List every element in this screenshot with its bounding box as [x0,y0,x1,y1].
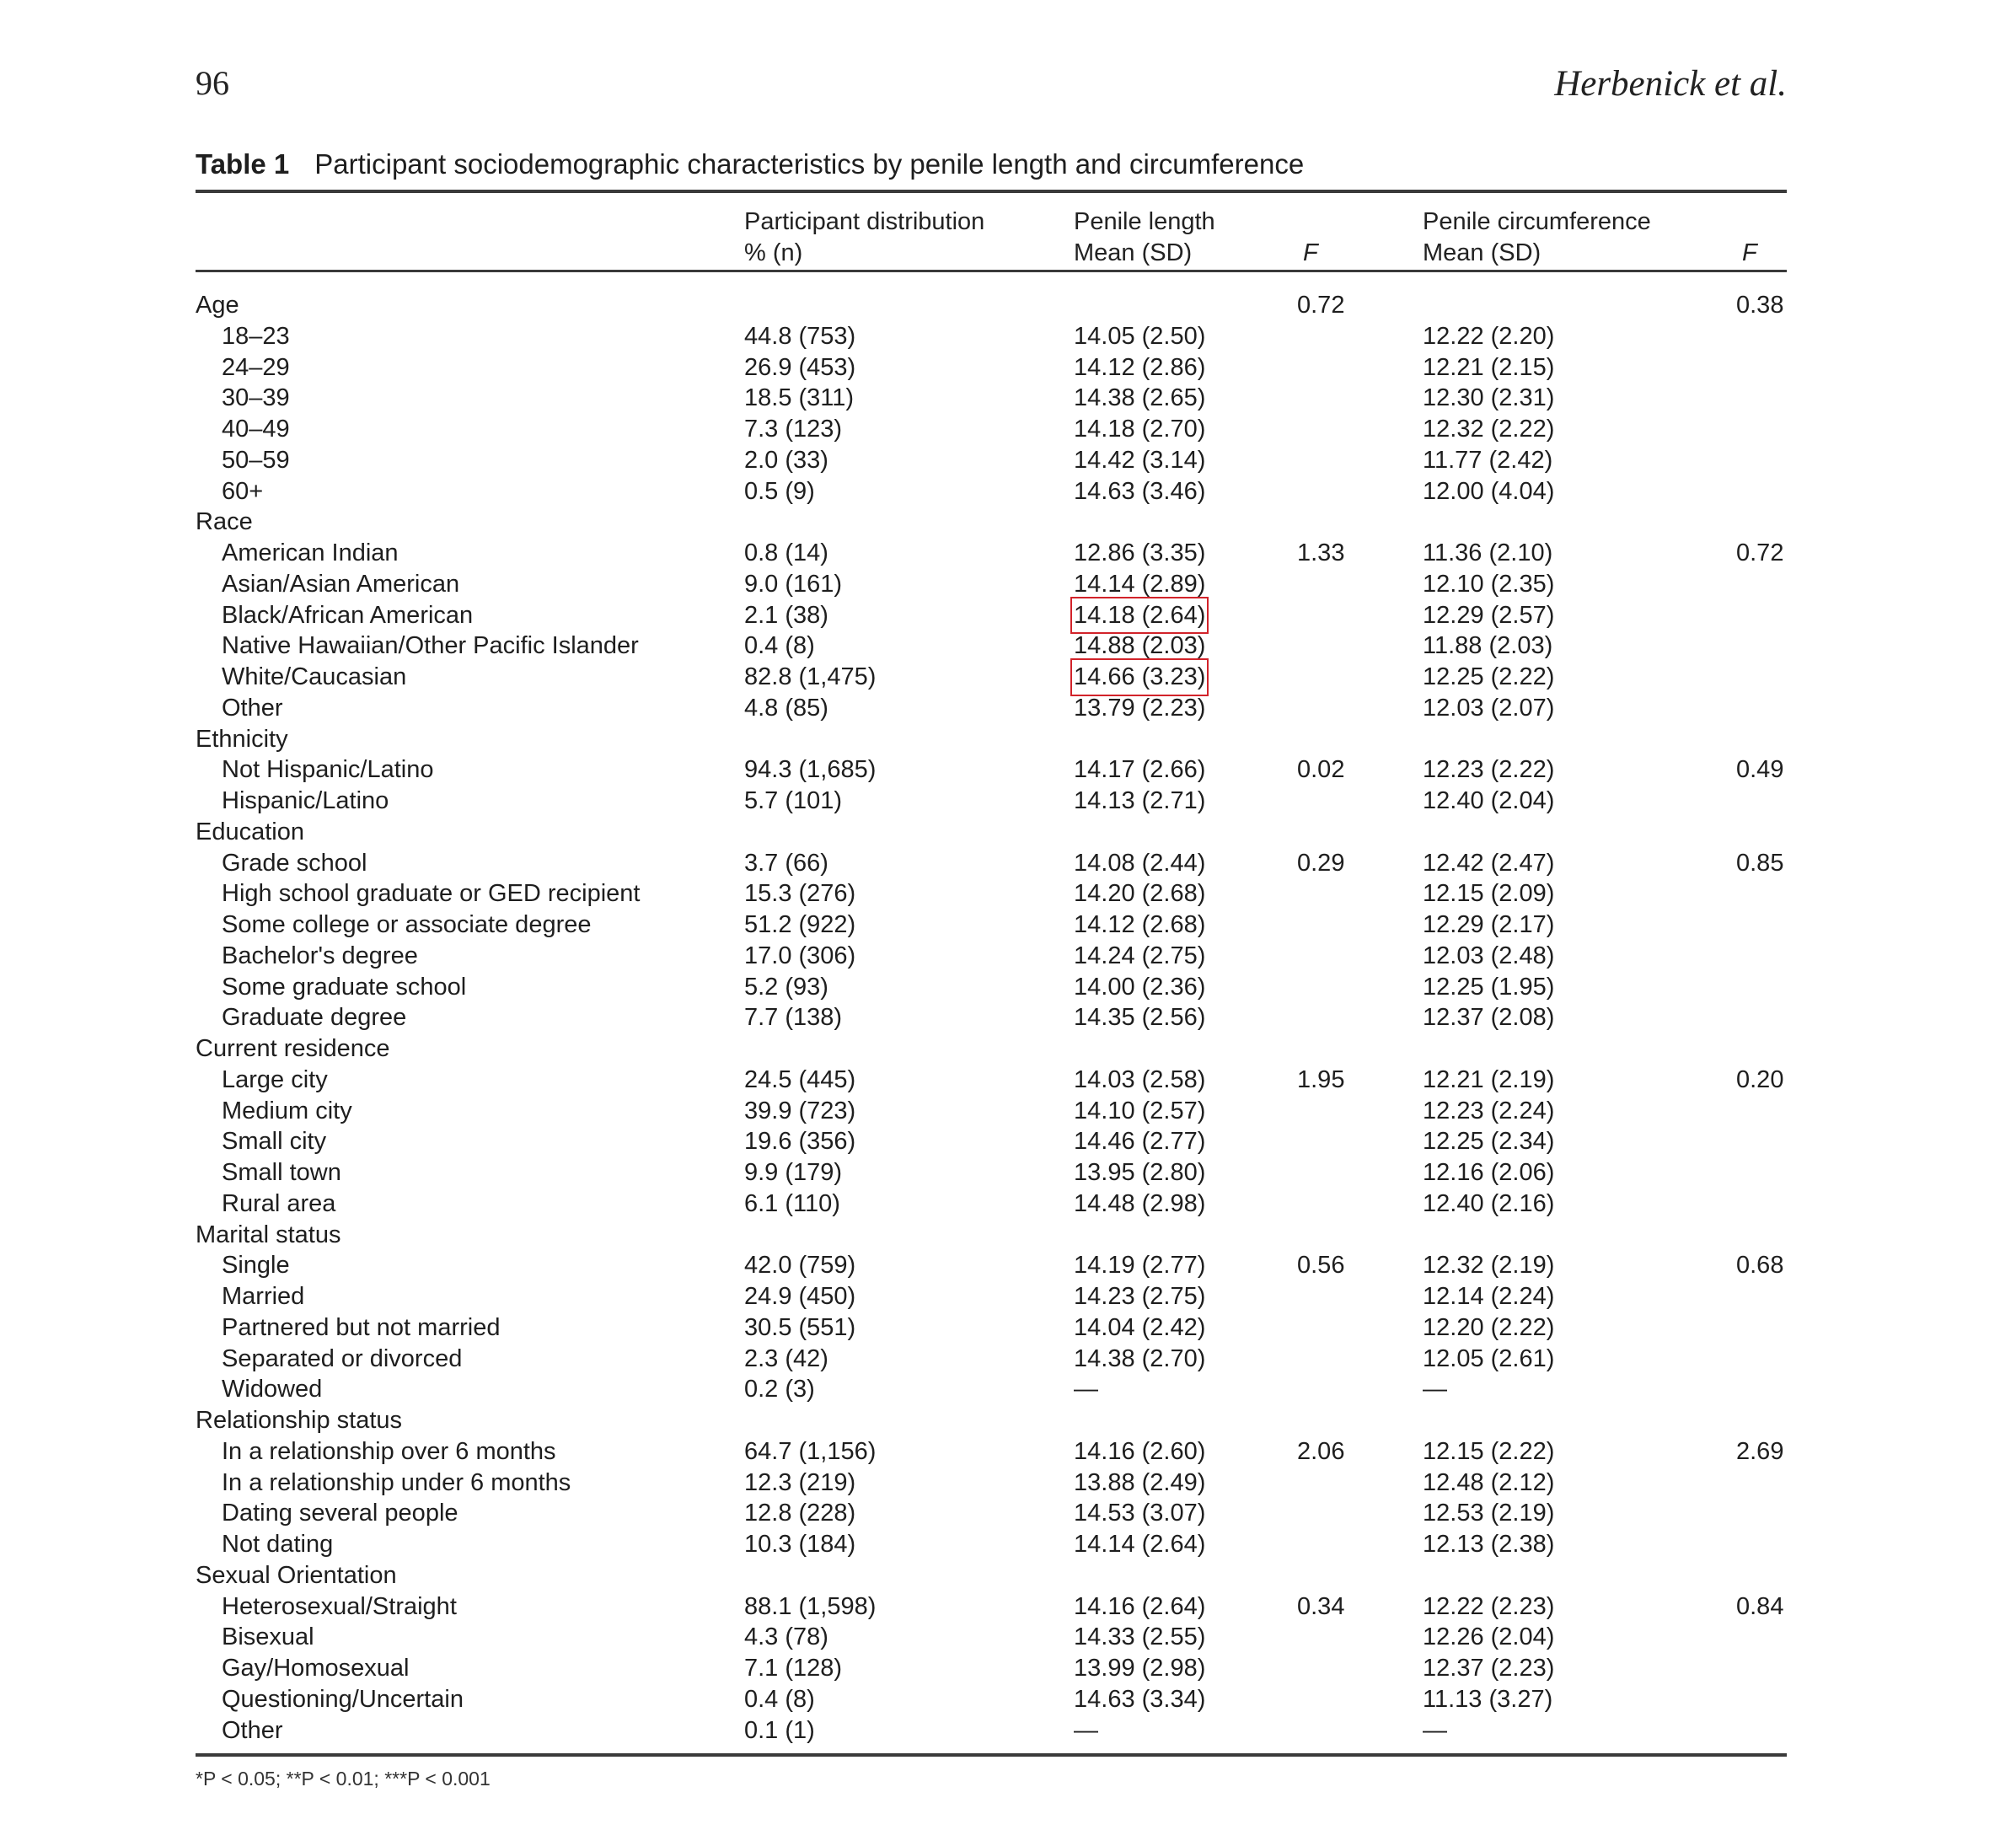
circumference-f-cell: 0.20 [1736,1065,1784,1093]
table-row [0,972,2016,1003]
penile-length-cell: 13.88 (2.49) [1074,1468,1206,1496]
circumference-f-cell: 0.72 [1736,539,1784,566]
participant-distribution-cell: 30.5 (551) [744,1313,856,1341]
penile-circumference-cell: 12.26 (2.04) [1423,1623,1555,1651]
page-number: 96 [196,64,229,102]
penile-length-cell: 14.48 (2.98) [1074,1189,1206,1217]
penile-circumference-cell: 12.40 (2.16) [1423,1189,1555,1217]
penile-circumference-cell: 12.32 (2.22) [1423,416,1555,443]
table-row [0,414,2016,445]
participant-distribution-cell: 94.3 (1,685) [744,756,877,784]
penile-length-cell: — [1074,1716,1098,1744]
penile-length-cell: 14.38 (2.70) [1074,1344,1206,1372]
row-label: Some graduate school [222,973,467,1001]
participant-distribution-cell: 9.0 (161) [744,570,843,598]
penile-circumference-cell: — [1423,1376,1447,1403]
penile-length-cell: 14.14 (2.64) [1074,1531,1206,1558]
table-row [0,1684,2016,1715]
row-label: Bisexual [222,1623,314,1651]
row-label: In a relationship under 6 months [222,1468,571,1496]
row-label: Graduate degree [222,1004,407,1032]
penile-circumference-cell: 12.37 (2.08) [1423,1004,1555,1032]
participant-distribution-cell: 24.9 (450) [744,1283,856,1310]
penile-length-cell: 14.33 (2.55) [1074,1623,1206,1651]
column-header-distribution-line1: Participant distribution [744,208,985,235]
penile-length-cell: 14.20 (2.68) [1074,880,1206,908]
penile-length-cell: 14.10 (2.57) [1074,1097,1206,1124]
penile-length-cell: 14.24 (2.75) [1074,942,1206,969]
penile-circumference-cell: 12.48 (2.12) [1423,1468,1555,1496]
penile-length-cell: 14.16 (2.60) [1074,1437,1206,1465]
penile-circumference-cell: 12.37 (2.23) [1423,1655,1555,1682]
participant-distribution-cell: 7.7 (138) [744,1004,843,1032]
penile-circumference-cell: 12.21 (2.15) [1423,353,1555,381]
table-row [0,1312,2016,1344]
penile-length-cell: 14.53 (3.07) [1074,1500,1206,1527]
penile-circumference-cell: 11.88 (2.03) [1423,632,1553,660]
row-label: Not Hispanic/Latino [222,756,434,784]
row-label: In a relationship over 6 months [222,1437,556,1465]
table-row [0,445,2016,476]
penile-length-cell: 12.86 (3.35) [1074,539,1206,566]
table-row [0,1436,2016,1468]
running-head: Herbenick et al. [1554,64,1787,104]
row-label: High school graduate or GED recipient [222,880,641,908]
table-row [0,1065,2016,1096]
table-caption [196,148,1304,180]
participant-distribution-cell: 0.4 (8) [744,1685,815,1713]
participant-distribution-cell: 0.4 (8) [744,632,815,660]
row-label: Questioning/Uncertain [222,1685,464,1713]
participant-distribution-cell: 82.8 (1,475) [744,663,877,690]
penile-length-cell: 14.03 (2.58) [1074,1065,1206,1093]
participant-distribution-cell: 2.0 (33) [744,446,828,474]
row-label: Heterosexual/Straight [222,1592,457,1620]
group-label: Education [196,818,304,845]
penile-length-cell: 14.23 (2.75) [1074,1283,1206,1310]
group-label: Current residence [196,1035,390,1062]
row-label: Partnered but not married [222,1313,501,1341]
penile-length-cell: 14.04 (2.42) [1074,1313,1206,1341]
length-f-cell: 0.56 [1297,1252,1345,1280]
penile-circumference-cell: 12.32 (2.19) [1423,1252,1555,1280]
row-label: Small town [222,1159,341,1186]
row-label: Medium city [222,1097,352,1124]
length-f-cell: 0.29 [1297,849,1345,877]
column-header-penile-length [1074,207,1215,269]
penile-circumference-cell: 12.14 (2.24) [1423,1283,1555,1310]
column-header-penile-circumference-line2: Mean (SD) [1423,239,1541,266]
table-row [0,1715,2016,1747]
table-row [0,1002,2016,1033]
row-label: 18–23 [222,322,290,350]
participant-distribution-cell: 3.7 (66) [744,849,828,877]
participant-distribution-cell: 39.9 (723) [744,1097,856,1124]
row-label: 40–49 [222,416,290,443]
penile-circumference-cell: 12.22 (2.23) [1423,1592,1555,1620]
row-label: Asian/Asian American [222,570,460,598]
penile-circumference-cell: 12.23 (2.24) [1423,1097,1555,1124]
circumference-f-cell: 0.38 [1736,292,1784,319]
table-label: Table 1 [196,148,290,180]
length-f-cell: 1.33 [1297,539,1345,566]
penile-circumference-cell: 12.23 (2.22) [1423,756,1555,784]
table-footnote: *P < 0.05; **P < 0.01; ***P < 0.001 [196,1768,491,1790]
row-label: American Indian [222,539,399,566]
penile-circumference-cell: 12.21 (2.19) [1423,1065,1555,1093]
table-row [0,878,2016,910]
table-row [0,1126,2016,1157]
penile-circumference-cell: 12.53 (2.19) [1423,1500,1555,1527]
table-row [0,941,2016,972]
table-row [0,1374,2016,1405]
table-row [0,569,2016,600]
penile-circumference-cell: 12.29 (2.17) [1423,911,1555,938]
table-row [0,1622,2016,1653]
group-label: Age [196,292,239,319]
group-label: Sexual Orientation [196,1561,397,1589]
group-label: Marital status [196,1221,341,1248]
table-row [0,352,2016,384]
penile-length-cell: 14.38 (2.65) [1074,384,1206,412]
penile-circumference-cell: 12.03 (2.07) [1423,694,1555,722]
participant-distribution-cell: 2.1 (38) [744,601,828,629]
group-label: Race [196,508,253,536]
participant-distribution-cell: 18.5 (311) [744,384,855,412]
length-f-cell: 0.72 [1297,292,1345,319]
table-row [0,754,2016,786]
table-row [0,1591,2016,1623]
participant-distribution-cell: 7.3 (123) [744,416,843,443]
table-body [0,290,2016,1746]
penile-length-cell: 14.63 (3.46) [1074,477,1206,505]
penile-circumference-cell: 12.42 (2.47) [1423,849,1555,877]
row-label: Not dating [222,1531,334,1558]
row-label: Widowed [222,1376,323,1403]
penile-length-cell: 14.12 (2.68) [1074,911,1206,938]
column-header-distribution [744,207,984,269]
table-row [0,600,2016,631]
penile-circumference-cell: 12.15 (2.22) [1423,1437,1555,1465]
table-group-row [0,817,2016,848]
participant-distribution-cell: 17.0 (306) [744,942,856,969]
penile-circumference-cell: 12.25 (1.95) [1423,973,1555,1001]
penile-circumference-cell: 12.22 (2.20) [1423,322,1555,350]
table-row [0,693,2016,724]
length-f-cell: 0.02 [1297,756,1345,784]
table-row [0,1344,2016,1375]
table-row [0,383,2016,414]
table-row [0,786,2016,817]
penile-circumference-cell: 12.13 (2.38) [1423,1531,1555,1558]
circumference-f-cell: 0.84 [1736,1592,1784,1620]
participant-distribution-cell: 6.1 (110) [744,1189,840,1217]
penile-circumference-cell: 12.16 (2.06) [1423,1159,1555,1186]
penile-length-cell: 13.99 (2.98) [1074,1655,1206,1682]
penile-length-cell: 14.66 (3.23) [1074,662,1205,693]
table-group-row [0,1220,2016,1251]
penile-circumference-cell: 12.40 (2.04) [1423,787,1555,814]
penile-circumference-cell: 12.20 (2.22) [1423,1313,1555,1341]
table-top-rule [196,190,1787,193]
table-group-row [0,1560,2016,1591]
penile-circumference-cell: 11.13 (3.27) [1423,1685,1553,1713]
table-row [0,1281,2016,1312]
participant-distribution-cell: 0.2 (3) [744,1376,815,1403]
participant-distribution-cell: 12.3 (219) [744,1468,856,1496]
penile-circumference-cell: 12.15 (2.09) [1423,880,1555,908]
table-row [0,1250,2016,1281]
participant-distribution-cell: 7.1 (128) [744,1655,843,1682]
penile-length-cell: 14.18 (2.70) [1074,416,1206,443]
row-label: 30–39 [222,384,290,412]
group-label: Ethnicity [196,725,288,753]
penile-length-cell: 14.46 (2.77) [1074,1128,1206,1156]
penile-length-cell: 14.13 (2.71) [1074,787,1206,814]
circumference-f-cell: 0.68 [1736,1252,1784,1280]
row-label: Other [222,694,283,722]
table-bottom-rule [196,1753,1787,1757]
table-row [0,1468,2016,1499]
group-label: Relationship status [196,1407,403,1434]
participant-distribution-cell: 5.2 (93) [744,973,828,1001]
table-row [0,1096,2016,1127]
penile-length-cell: 13.95 (2.80) [1074,1159,1206,1186]
table-group-row [0,1033,2016,1065]
participant-distribution-cell: 12.8 (228) [744,1500,856,1527]
table-row [0,538,2016,569]
participant-distribution-cell: 0.5 (9) [744,477,815,505]
participant-distribution-cell: 15.3 (276) [744,880,856,908]
table-group-row [0,1405,2016,1436]
penile-circumference-cell: 12.00 (4.04) [1423,477,1555,505]
length-f-cell: 1.95 [1297,1065,1345,1093]
length-f-cell: 0.34 [1297,1592,1345,1620]
table-row [0,631,2016,662]
penile-circumference-cell: 12.25 (2.22) [1423,663,1555,690]
penile-length-cell: 14.18 (2.64) [1074,600,1205,631]
column-header-distribution-line2: % (n) [744,239,803,266]
row-label: Rural area [222,1189,336,1217]
row-label: Separated or divorced [222,1344,463,1372]
table-row [0,910,2016,941]
participant-distribution-cell: 19.6 (356) [744,1128,856,1156]
penile-length-cell: 14.63 (3.34) [1074,1685,1206,1713]
penile-length-cell: 14.00 (2.36) [1074,973,1206,1001]
row-label: Some college or associate degree [222,911,592,938]
penile-circumference-cell: 11.36 (2.10) [1423,539,1553,566]
penile-circumference-cell: 12.25 (2.34) [1423,1128,1555,1156]
participant-distribution-cell: 44.8 (753) [744,322,856,350]
penile-length-cell: 14.42 (3.14) [1074,446,1206,474]
row-label: Gay/Homosexual [222,1655,410,1682]
table-row [0,321,2016,352]
circumference-f-cell: 2.69 [1736,1437,1784,1465]
penile-circumference-cell: — [1423,1716,1447,1744]
penile-circumference-cell: 12.05 (2.61) [1423,1344,1555,1372]
row-label: Hispanic/Latino [222,787,389,814]
penile-length-cell: 13.79 (2.23) [1074,694,1206,722]
penile-circumference-cell: 12.03 (2.48) [1423,942,1555,969]
penile-length-cell: 14.17 (2.66) [1074,756,1206,784]
participant-distribution-cell: 4.3 (78) [744,1623,828,1651]
penile-length-cell: 14.35 (2.56) [1074,1004,1206,1032]
penile-length-cell: 14.19 (2.77) [1074,1252,1206,1280]
penile-length-cell: 14.08 (2.44) [1074,849,1206,877]
participant-distribution-cell: 0.8 (14) [744,539,828,566]
table-group-row [0,290,2016,321]
table-row [0,1157,2016,1189]
row-label: Bachelor's degree [222,942,418,969]
column-header-circumference-f: F [1742,239,1757,266]
column-header-penile-length-line1: Penile length [1074,208,1215,235]
participant-distribution-cell: 42.0 (759) [744,1252,856,1280]
row-label: Black/African American [222,601,474,629]
table-header-rule [196,270,1787,272]
column-header-length-f: F [1303,239,1318,266]
penile-circumference-cell: 12.10 (2.35) [1423,570,1555,598]
participant-distribution-cell: 51.2 (922) [744,911,856,938]
row-label: 50–59 [222,446,290,474]
row-label: Native Hawaiian/Other Pacific Islander [222,632,639,660]
participant-distribution-cell: 26.9 (453) [744,353,856,381]
participant-distribution-cell: 88.1 (1,598) [744,1592,877,1620]
penile-length-cell: — [1074,1376,1098,1403]
column-header-penile-circumference-line1: Penile circumference [1423,208,1651,235]
participant-distribution-cell: 5.7 (101) [744,787,843,814]
row-label: White/Caucasian [222,663,407,690]
circumference-f-cell: 0.49 [1736,756,1784,784]
participant-distribution-cell: 4.8 (85) [744,694,828,722]
table-row [0,1498,2016,1529]
penile-length-cell: 14.05 (2.50) [1074,322,1206,350]
penile-circumference-cell: 12.30 (2.31) [1423,384,1555,412]
row-label: Large city [222,1065,328,1093]
row-label: Grade school [222,849,367,877]
penile-length-cell: 14.12 (2.86) [1074,353,1206,381]
penile-length-cell: 14.88 (2.03) [1074,632,1206,660]
row-label: Single [222,1252,290,1280]
table-row [0,1189,2016,1220]
row-label: Small city [222,1128,327,1156]
participant-distribution-cell: 2.3 (42) [744,1344,828,1372]
row-label: 60+ [222,477,264,505]
participant-distribution-cell: 0.1 (1) [744,1716,815,1744]
table-title: Participant sociodemographic characteristics by penile length and circumference [314,148,1305,180]
column-header-penile-circumference [1423,207,1651,269]
table-row [0,848,2016,879]
table-row [0,1653,2016,1684]
length-f-cell: 2.06 [1297,1437,1345,1465]
table-group-row [0,724,2016,755]
participant-distribution-cell: 9.9 (179) [744,1159,843,1186]
circumference-f-cell: 0.85 [1736,849,1784,877]
row-label: Married [222,1283,305,1310]
penile-circumference-cell: 11.77 (2.42) [1423,446,1553,474]
table-row [0,662,2016,693]
column-header-penile-length-line2: Mean (SD) [1074,239,1193,266]
participant-distribution-cell: 24.5 (445) [744,1065,856,1093]
table-row [0,1529,2016,1560]
table-group-row [0,507,2016,538]
penile-length-cell: 14.14 (2.89) [1074,570,1206,598]
penile-length-cell: 14.16 (2.64) [1074,1592,1206,1620]
table-row [0,476,2016,507]
participant-distribution-cell: 10.3 (184) [744,1531,856,1558]
row-label: 24–29 [222,353,290,381]
penile-circumference-cell: 12.29 (2.57) [1423,601,1555,629]
row-label: Other [222,1716,283,1744]
participant-distribution-cell: 64.7 (1,156) [744,1437,877,1465]
row-label: Dating several people [222,1500,458,1527]
